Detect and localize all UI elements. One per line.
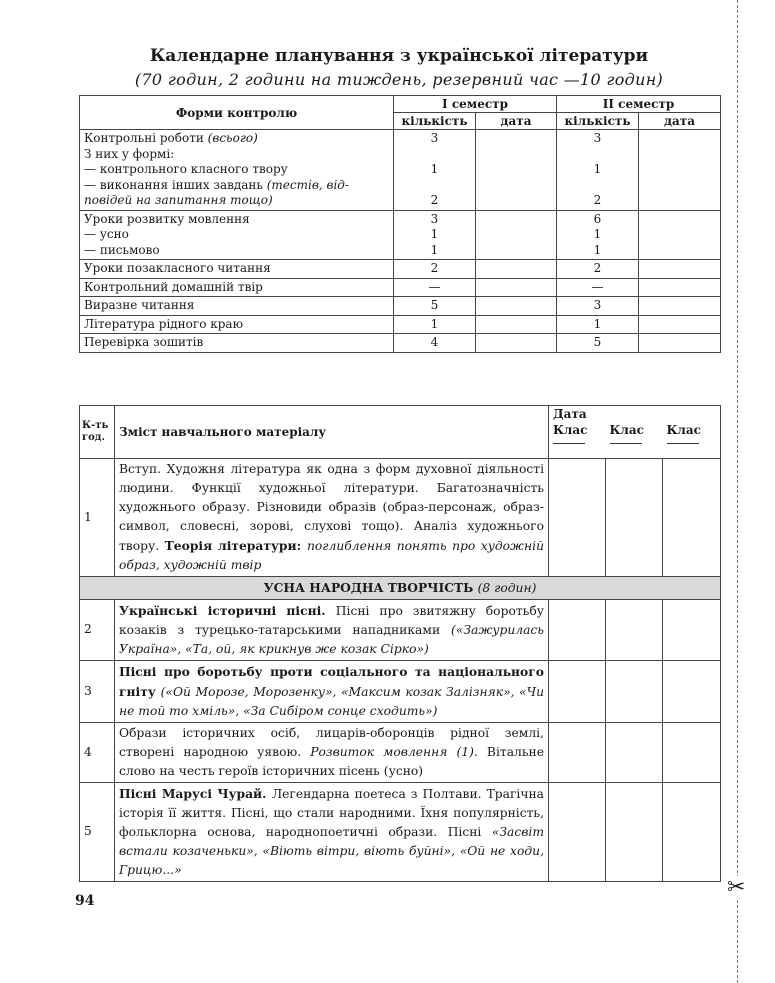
date-cell[interactable]: [639, 334, 721, 353]
count-cell: [557, 278, 639, 297]
lesson-date-cell[interactable]: [663, 782, 721, 881]
lesson-date-cell[interactable]: [606, 458, 663, 576]
header-class-1: Клас: [553, 423, 585, 444]
count-value: 1: [430, 162, 439, 176]
lesson-text: Легендарна поетеса з Полтави. Трагічна історія її життя. Пісні, що стали народними. Їхня популярність, фольклорна основа, народнопоетичні образи. Пісні: [119, 786, 545, 839]
count-cell: [557, 130, 639, 211]
date-cell[interactable]: [476, 297, 557, 316]
lesson-text: Пісні Марусі Чурай.: [119, 785, 272, 801]
lesson-content: [115, 782, 549, 881]
control-form-line: [84, 335, 389, 351]
date-cell[interactable]: [476, 210, 557, 260]
lesson-date-cell[interactable]: [549, 458, 606, 576]
header-count-1: кількість: [394, 113, 476, 130]
header-hours: К-ть год.: [80, 406, 115, 459]
date-cell[interactable]: [639, 130, 721, 211]
count-cell: [394, 130, 476, 211]
count-value: 5: [430, 298, 439, 312]
lesson-row: [80, 660, 721, 722]
lesson-date-cell[interactable]: [663, 722, 721, 782]
control-form-cell: [80, 315, 394, 334]
lesson-hours: 4: [80, 722, 115, 782]
date-cell[interactable]: [639, 278, 721, 297]
control-form-text: Контрольний домашній твір: [84, 279, 263, 294]
control-form-text: — контрольного класного твору: [84, 162, 288, 176]
control-form-text: Перевірка зошитів: [84, 335, 204, 349]
count-cell: [394, 260, 476, 279]
lesson-text: («Зажурилась Україна», «Та, ой, як крикнув же козак Сірко»): [119, 622, 544, 656]
count-value: 3: [430, 131, 439, 145]
lesson-date-cell[interactable]: [663, 660, 721, 722]
date-cell[interactable]: [476, 334, 557, 353]
lesson-content: [115, 660, 549, 722]
date-cell[interactable]: [476, 130, 557, 211]
control-form-note: повідей на запитання тощо): [84, 193, 273, 207]
lesson-content: [115, 599, 549, 660]
header-date-1: дата: [476, 113, 557, 130]
control-form-line: [84, 261, 389, 277]
lesson-content: [115, 458, 549, 576]
control-form-line: [84, 243, 389, 259]
count-cell: [557, 210, 639, 260]
control-form-text: — усно: [84, 227, 129, 241]
control-form-text: — виконання інших завдань: [84, 177, 267, 192]
lesson-date-cell[interactable]: [606, 660, 663, 722]
page-number: 94: [75, 893, 95, 909]
count-value: 1: [593, 162, 602, 176]
lesson-date-cell[interactable]: [549, 782, 606, 881]
lesson-text: («Ой Морозе, Морозенку», «Максим козак Залізняк», «Чи не той то хміль», «За Сибіром сонце сходить»): [119, 684, 545, 718]
count-value: 1: [430, 316, 439, 331]
lesson-text: . Вітальне слово на честь героїв історичних пісень (усно): [119, 744, 545, 778]
count-value: 2: [593, 261, 602, 275]
control-row: [80, 210, 721, 260]
page-subtitle: (70 годин, 2 години на тиждень, резервний час —10 годин): [134, 70, 664, 89]
count-value: 5: [593, 335, 602, 349]
date-cell[interactable]: [476, 260, 557, 279]
count-value: 2: [430, 261, 439, 275]
lesson-date-cell[interactable]: [549, 599, 606, 660]
control-form-line: [84, 280, 389, 296]
lesson-text: Образи історичних осіб, лицарів-оборонців рідної землі, створені народною уявою.: [119, 725, 544, 759]
control-row: [80, 315, 721, 334]
lesson-row: [80, 782, 721, 881]
control-row: [80, 278, 721, 297]
count-cell: [394, 278, 476, 297]
count-value: 1: [430, 242, 439, 257]
count-value: 2: [593, 193, 602, 207]
lesson-date-cell[interactable]: [549, 660, 606, 722]
lesson-hours: 2: [80, 599, 115, 660]
control-form-line: [84, 178, 389, 194]
header-class-2: Клас: [610, 423, 642, 444]
control-form-text: Література рідного краю: [84, 316, 244, 331]
control-form-cell: [80, 278, 394, 297]
count-value: 3: [593, 298, 602, 312]
count-value: 6: [593, 211, 602, 226]
section-name: УСНА НАРОДНА ТВОРЧІСТЬ: [263, 579, 474, 595]
lesson-date-cell[interactable]: [606, 782, 663, 881]
count-cell: [557, 260, 639, 279]
count-value: —: [428, 279, 441, 294]
control-form-line: [84, 193, 389, 209]
control-form-text: Контрольні роботи: [84, 131, 208, 145]
count-cell: [394, 334, 476, 353]
count-value: 3: [593, 131, 602, 145]
header-class-3: Клас: [667, 423, 699, 444]
lesson-text: Розвиток мовлення (1): [310, 744, 474, 759]
control-form-text: Виразне читання: [84, 298, 195, 312]
control-form-line: [84, 227, 389, 243]
section-hours: (8 годин): [477, 580, 537, 595]
lesson-hours: 3: [80, 660, 115, 722]
count-cell: [394, 297, 476, 316]
header-date: Дата: [549, 406, 721, 423]
control-form-line: [84, 131, 389, 147]
count-value: 1: [593, 242, 602, 257]
date-cell[interactable]: [639, 297, 721, 316]
control-form-cell: [80, 334, 394, 353]
control-form-line: [84, 162, 389, 178]
header-date-2: дата: [639, 113, 721, 130]
lesson-text: «Засвіт встали козаченьки», «Віють вітри, віють буйні», «Ой не ходи, Грицю...»: [119, 824, 544, 877]
control-row: [80, 260, 721, 279]
control-form-cell: [80, 130, 394, 211]
control-form-note: (тестів, від-: [266, 177, 349, 192]
count-value: 2: [430, 193, 439, 207]
control-form-cell: [80, 297, 394, 316]
date-cell[interactable]: [639, 260, 721, 279]
header-semester-1: I семестр: [394, 96, 557, 113]
header-forms: Форми контролю: [80, 96, 394, 130]
lesson-date-cell[interactable]: [549, 722, 606, 782]
control-row: [80, 297, 721, 316]
control-form-cell: [80, 260, 394, 279]
lesson-date-cell[interactable]: [606, 599, 663, 660]
count-value: 1: [593, 227, 602, 241]
count-value: [561, 147, 634, 163]
date-cell[interactable]: [639, 315, 721, 334]
count-value: [398, 178, 471, 194]
header-content: Зміст навчального матеріалу: [115, 406, 549, 459]
count-cell: [394, 210, 476, 260]
count-value: 4: [430, 335, 439, 349]
lesson-text: Пісні про звитяжну боротьбу козаків з турецько-татарськими нападниками: [119, 603, 544, 637]
page-title: Календарне планування з української літератури: [149, 46, 649, 66]
lesson-hours: 5: [80, 782, 115, 881]
count-cell: [394, 315, 476, 334]
control-form-text: Уроки позакласного читання: [84, 261, 271, 275]
lesson-row: [80, 599, 721, 660]
date-cell[interactable]: [476, 278, 557, 297]
lesson-text: Теорія літератури:: [164, 537, 307, 553]
lesson-date-cell[interactable]: [606, 722, 663, 782]
lesson-text: поглиблення понять про художній образ, художній твір: [119, 538, 544, 572]
control-form-line: [84, 212, 389, 228]
date-cell[interactable]: [639, 210, 721, 260]
count-cell: [557, 334, 639, 353]
cut-line: [737, 0, 738, 983]
control-forms-table: [79, 95, 721, 353]
lesson-text: Вступ. Художня література як одна з форм духовної діяльності людини. Функції художньої літератури. Багатозначність художнього образу. Різновиди образів (образ-персонаж, образ-символ, словесні, зорові, слухові тощо). Аналіз художнього твору.: [119, 461, 544, 553]
control-form-text: З них у формі:: [84, 146, 175, 161]
section-title: [80, 576, 721, 599]
lesson-row: [80, 458, 721, 576]
lesson-plan-table: [79, 405, 721, 882]
count-value: 1: [430, 227, 439, 241]
lesson-content: [115, 722, 549, 782]
scissors-icon: ✂: [727, 875, 746, 900]
control-form-text: — письмово: [84, 242, 160, 257]
count-cell: [557, 315, 639, 334]
count-value: —: [591, 279, 604, 294]
lesson-hours: 1: [80, 458, 115, 576]
lesson-date-cell[interactable]: [663, 599, 721, 660]
control-form-text: Уроки розвитку мовлення: [84, 211, 250, 226]
section-header: [80, 576, 721, 599]
date-cell[interactable]: [476, 315, 557, 334]
control-form-line: [84, 298, 389, 314]
control-row: [80, 130, 721, 211]
count-value: [398, 147, 471, 163]
control-form-line: [84, 317, 389, 333]
control-row: [80, 334, 721, 353]
header-count-2: кількість: [557, 113, 639, 130]
header-semester-2: II семестр: [557, 96, 721, 113]
control-form-cell: [80, 210, 394, 260]
control-form-line: [84, 147, 389, 163]
lesson-text: Українські історичні пісні.: [119, 602, 336, 618]
count-value: [561, 178, 634, 194]
lesson-text: Пісні про боротьбу проти соціального та національного гніту: [119, 663, 544, 699]
lesson-date-cell[interactable]: [663, 458, 721, 576]
count-cell: [557, 297, 639, 316]
lesson-row: [80, 722, 721, 782]
count-value: 1: [593, 316, 602, 331]
control-form-note: (всього): [207, 131, 258, 145]
count-value: 3: [430, 211, 439, 226]
